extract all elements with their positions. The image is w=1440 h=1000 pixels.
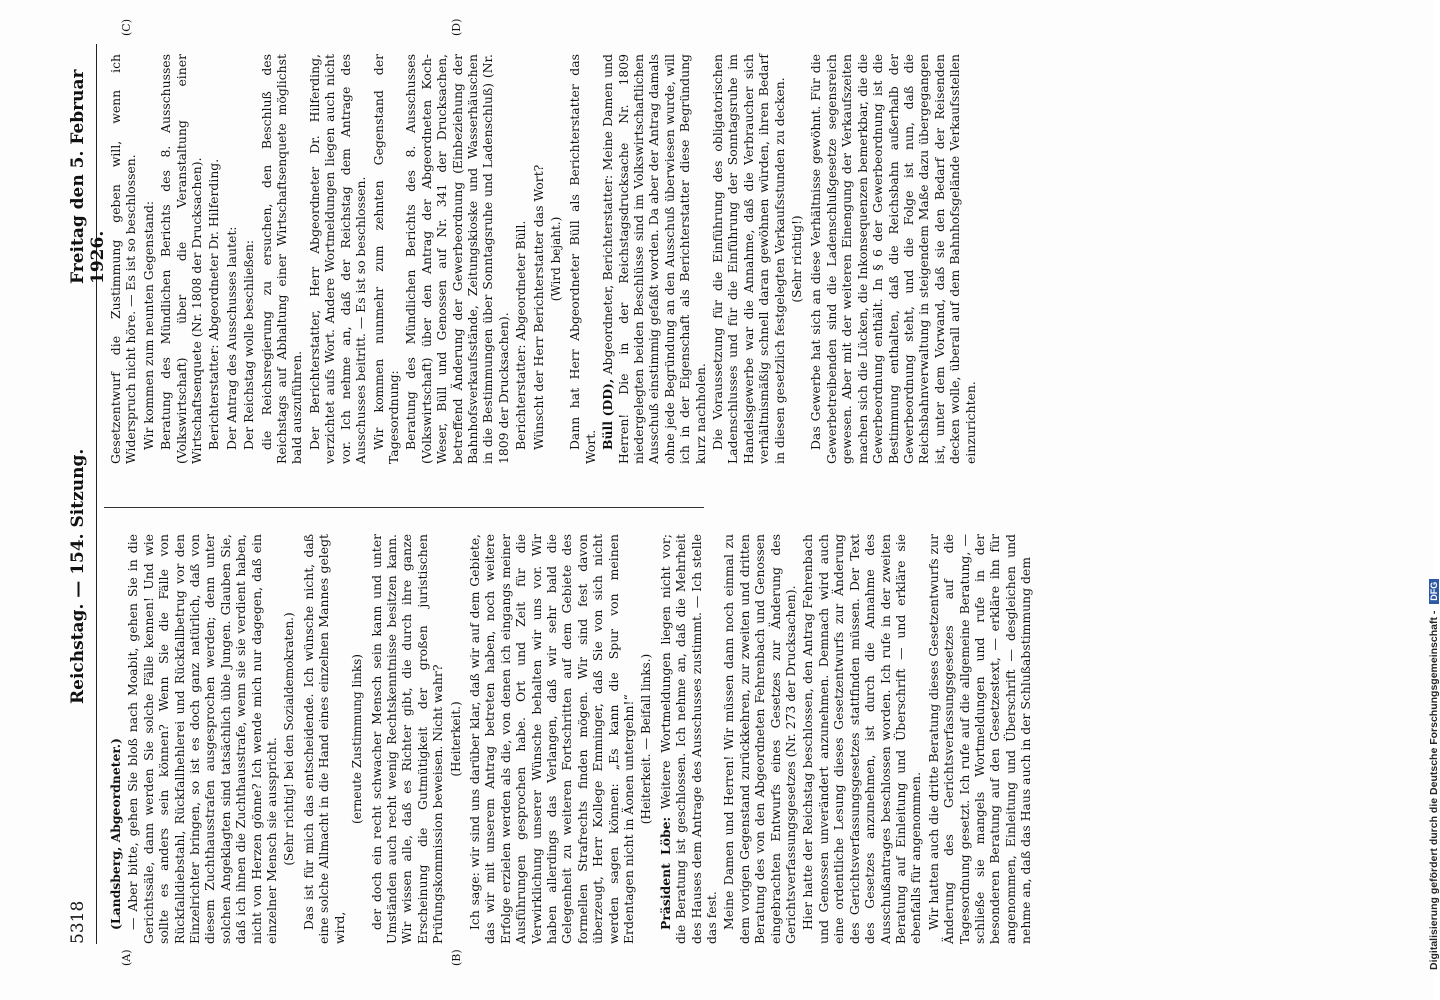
paragraph-text: (Heiterkeit.) (448, 701, 463, 777)
paragraph (513, 54, 528, 464)
paragraph-text: Der Reichstag wolle beschließen: (241, 239, 257, 450)
rotated-page (60, 0, 1034, 968)
paragraph-text: die Reichsregierung zu ersuchen, den Beschluß des Reichstags auf Abhaltung einer Wirtschaftsenquete möglichst bald auszuführen. (258, 54, 305, 464)
paragraph (158, 54, 204, 464)
paragraph (658, 534, 720, 944)
side-note (1412, 10, 1440, 990)
paragraph-text: Abgeordneter, Berichterstatter: Meine Damen und Herren! Die in der Reichstagsdrucksache Nr. 1809 niedergelegten beiden Beschlüsse sind im Volkswirtschaftlichen Ausschuß einstimmig gefaßt worden. Da aber der Antrag damals ohne jede Begründung an den Ausschuß überwiesen wurde, will ich in der Eigenschaft als Berichterstatter diese Begründung kurz nachholen. (600, 54, 708, 464)
paragraph (371, 54, 402, 464)
paragraph-text: Meine Damen und Herren! Wir müssen dann noch einmal zu dem vorigen Gegenstand zurückkehren, zur zweiten und dritten Beratung des von den Abgeordneten Fehrenbach und Genossen eingebrachten Entwurfs eines Gesetzes zur Änderung des Gerichtsverfassungsgesetzes (Nr. 273 der Drucksachen). (721, 534, 799, 944)
paragraph-text: — Aber bitte, gehen Sie bloß nach Moabit, gehen Sie in die Gerichtssäle, dann werden Sie solche Fälle kennen! Und wie sollte es anders sein können? Wenn Sie die Fälle von Rückfalldiebstahl, Rückfallhehlerei und Rückfallbetrug vor den Einzelrichter bringen, so ist es doch ganz natürlich, daß von diesem Zuchthausstrafen ausgesprochen werden; denn unter solchen Angeklagten sind tatsächlich üble Jungen. Glauben Sie, daß ich ihnen die Zuchthausstrafe, wenn sie sie verdient haben, nicht von Herzen gönne? Ich wende mich nur dagegen, daß ein einzelner Mensch sie ausspricht. (125, 534, 280, 944)
speaker-name: Büll (DD), (600, 378, 616, 450)
paragraph-text: Weitere Wortmeldungen liegen nicht vor; die Beratung ist geschlossen. Ich nehme an, daß die Mehrheit des Hauses dem Antrage des Ausschusses zustimmt. — Ich stelle das fest. (657, 534, 720, 944)
margin-marker-d: (D) (450, 18, 463, 36)
paragraph (259, 54, 305, 464)
left-column (108, 534, 1036, 944)
page-header (68, 44, 108, 944)
paragraph-text: der doch ein recht schwacher Mensch sein kann und unter Umständen auch recht wenig Rechtskenntnisse besitzen kann. Wir wissen alle, daß es Richter gibt, die durch ihre ganze Erscheinung die Gutmütigkeit der großen juristischen Prüfungskommission beweisen. Nicht wahr? (368, 534, 446, 944)
speaker-name: (Landsberg, Abgeordneter.) (108, 738, 123, 930)
paragraph-text: Berichterstatter: Abgeordneter Büll. (513, 220, 529, 450)
column-divider (104, 507, 704, 508)
paragraph (141, 54, 156, 464)
paragraph (369, 534, 446, 944)
paragraph-text: Wir kommen nunmehr zum zehnten Gegenstand der Tagesordnung: (370, 54, 401, 464)
paragraph (549, 54, 564, 464)
side-note-text: Digitalisierung gefördert durch die Deutsche Forschungsgemeinschaft - (1428, 610, 1440, 970)
paragraph (125, 534, 279, 944)
dfg-logo: DFG (1429, 579, 1439, 604)
margin-marker-a: (A) (120, 949, 133, 966)
session-date: Freitag den 5. Februar 1926. (68, 69, 108, 284)
paragraph (790, 54, 805, 464)
paragraph-text: Das Gewerbe hat sich an diese Verhältnisse gewöhnt. Für die Gewerbetreibenden sind die Ladenschlußgesetze segensreich gewesen. Aber mit der weiteren Einengung der Verkaufszeiten machen sich die Lücken, die Inkonsequenzen bemerkbar, die die Gewerbeordnung enthält. In § 6 der Gewerbeordnung ist die Bestimmung enthalten, daß die Reichsbahn außerhalb der Gewerbeordnung steht, und die Folge ist nun, daß die Reichsbahnverwaltung in steigendem Maße dazu übergegangen ist, unter dem Vorwand, daß sie den Bedarf der Reisenden decken wolle, überall auf dem Bahnhofsgelände Verkaufsstellen einzurichten. (808, 54, 978, 464)
paragraph-text: Berichterstatter: Abgeordneter Dr. Hilferding. (206, 158, 222, 450)
paragraph (108, 534, 123, 944)
paragraph-text: Der Berichterstatter, Herr Abgeordneter Dr. Hilferding, verzichtet aufs Wort. Andere Wortmeldungen liegen auch nicht vor. Ich nehme an, daß der Reichstag dem Antrage des Ausschusses beitritt. — Es ist so beschlossen. (306, 54, 369, 464)
paragraph (224, 54, 239, 464)
paragraph (307, 54, 369, 464)
paragraph (350, 534, 365, 944)
paragraph (467, 534, 636, 944)
paragraph-text: Wünscht der Herr Berichterstatter das Wort? (530, 164, 546, 450)
paragraph-text: (erneute Zustimmung links) (350, 654, 365, 824)
paragraph-text: Wir hatten auch die dritte Beratung dieses Gesetzentwurfs zur Änderung des Gerichtsverfassungsgesetzes auf die Tagesordnung gesetzt. Ich rufe auf die allgemeine Beratung, — schließe sie mangels Wortmeldungen und rufe in der besonderen Beratung auf den Gesetzestext, — erkläre ihn für angenommen, Einleitung und Überschrift — desgleichen und nehme an, daß das Haus auch in der Schlußabstimmung dem (925, 534, 1034, 944)
side-note-text-wrap (1428, 579, 1440, 970)
paragraph-text: Hier hatte der Reichstag beschlossen, den Antrag Fehrenbach und Genossen unverändert anzunehmen. Demnach wird auch eine ordentliche Lesung dieses Gesetzentwurfs zur Änderung des Gerichtsverfassungsgesetzes stattfinden müssen. Der Text des Gesetzes anzunehmen, ist durch die Annahme des Ausschußantrages beschlossen worden. Ich rufe in der zweiten Beratung auf Einleitung und Überschrift — und erkläre sie ebenfalls für angenommen. (800, 534, 924, 944)
paragraph-text: Beratung des Mündlichen Berichts des 8. Ausschusses (Volkswirtschaft) über die Veranstaltung einer Wirtschaftsenquete (Nr. 1808 der Drucksachen). (158, 54, 205, 464)
paragraph (808, 54, 977, 464)
paragraph (721, 534, 798, 944)
margin-marker-b: (B) (450, 949, 463, 966)
speaker-name: Präsident Löbe: (657, 816, 673, 930)
paragraph (710, 54, 787, 464)
right-column (108, 54, 980, 464)
paragraph (600, 54, 708, 464)
page-number: 5318 (68, 900, 88, 944)
paragraph-text: Dann hat Herr Abgeordneter Büll als Berichterstatter das Wort. (567, 54, 598, 464)
paragraph-text: Beratung des Mündlichen Berichts des 8. Ausschusses (Volkswirtschaft) über den Antrag der Abgeordneten Koch-Weser, Büll und Genossen auf Nr. 341 der Drucksachen, betreffend Änderung der Gewerbeordnung (Einbeziehung der Bahnhofsverkaufsstände, Zeitungskioske und Wasserhäuschen in die Bestimmungen über Sonntagsruhe und Ladenschluß) (Nr. 1809 der Drucksachen). (403, 54, 511, 464)
paragraph (926, 534, 1034, 944)
paragraph-text: Wir kommen zum neunten Gegenstand: (140, 200, 156, 450)
paragraph (531, 54, 546, 464)
paragraph (282, 534, 297, 944)
paragraph-text: (Wird bejaht.) (548, 216, 563, 302)
paragraph (403, 54, 511, 464)
margin-marker-c: (C) (120, 19, 133, 36)
paragraph-text: (Sehr richtig!) (790, 215, 805, 303)
session-title: Reichstag. — 154. Sitzung. (68, 448, 88, 704)
paragraph (800, 534, 923, 944)
paragraph-text: Ich sage: wir sind uns darüber klar, daß wir auf dem Gebiete, das wir mit unserem Antrag betreten haben, noch weitere Erfolge erzielen werden als die, von denen ich eingangs meiner Ausführungen gesprochen habe. Ort und Zeit für die Verwirklichung unserer Wünsche behalten wir uns vor. Wir haben allerdings das Verlangen, daß wir sehr bald die Gelegenheit zu weiteren Fortschritten auf dem Gebiete des formellen Strafrechts finden mögen. Wir sind fest davon überzeugt, Herr Kollege Emminger, daß Sie von sich nicht werden sagen können: „Es kann die Spur von meinen Erdentagen nicht in Äonen untergehn!“ (466, 534, 636, 944)
paragraph (301, 534, 347, 944)
paragraph (241, 54, 256, 464)
paragraph (639, 534, 654, 944)
paragraph (206, 54, 221, 464)
paragraph-text: Gesetzentwurf die Zustimmung geben will, wenn ich Widerspruch nicht höre. — Es ist so beschlossen. (108, 54, 139, 464)
paragraph (567, 54, 598, 464)
paragraph-text: Der Antrag des Ausschusses lautet: (223, 226, 239, 450)
paragraph-text: Die Voraussetzung für die Einführung des obligatorischen Ladenschlusses und für die Einführung der Sonntagsruhe im Handelsgewerbe war die Annahme, daß die Verbraucher sich verhältnismäßig schnell daran gewöhnen würden, ihren Bedarf in diesen gesetzlich festgelegten Verkaufsstunden zu decken. (710, 54, 787, 464)
paragraph (449, 534, 464, 944)
paragraph (108, 54, 139, 464)
paragraph-text: (Sehr richtig! bei den Sozialdemokraten.) (282, 612, 297, 866)
paragraph-text: Das ist für mich das entscheidende. Ich wünsche nicht, daß eine solche Allmacht in die Hand eines einzelnen Mannes gelegt wird, (300, 534, 347, 944)
paragraph-text: (Heiterkeit. — Beifall links.) (639, 653, 654, 825)
